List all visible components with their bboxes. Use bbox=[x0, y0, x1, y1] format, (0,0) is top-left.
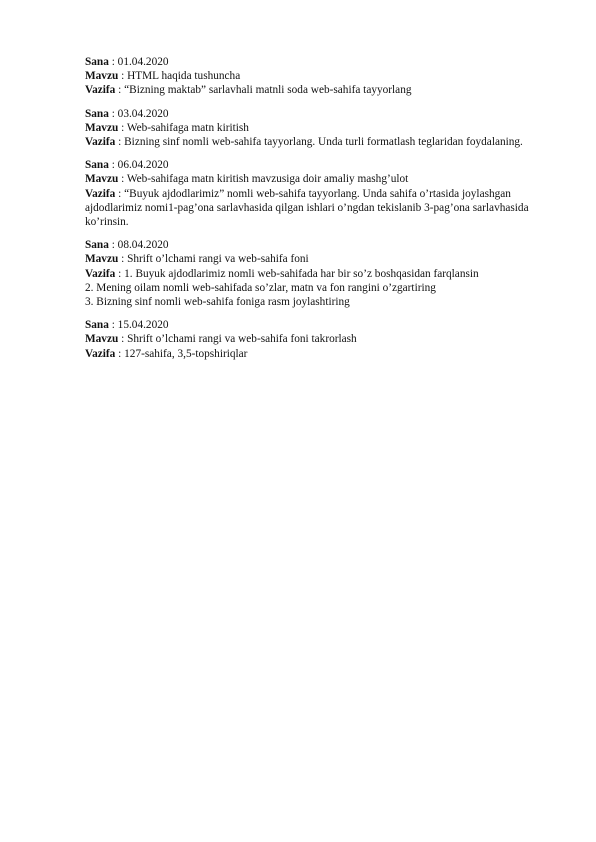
topic-line bbox=[85, 332, 555, 346]
separator: : bbox=[108, 239, 118, 252]
entry-2 bbox=[85, 107, 555, 150]
separator: : bbox=[108, 159, 118, 172]
task-label: Vazifa bbox=[85, 84, 116, 97]
date-label: Sana bbox=[85, 107, 109, 120]
topic-label: Mavzu bbox=[85, 253, 119, 266]
topic-line bbox=[85, 69, 555, 83]
separator: : bbox=[118, 70, 128, 83]
task-value: “Buyuk ajdodlarimiz” nomli web-sahifa tayyorlang. Unda sahifa o’rtasida joylashgan ajdodlarimiz nomi1-pag’ona sarlavhasida qilgan ishlari o’ngdan tekislanib 3-pag’ona sarlavhasida ko’rinsin. bbox=[85, 187, 529, 229]
task-value: 1. Buyuk ajdodlarimiz nomli web-sahifada har bir so’z boshqasidan farqlansin bbox=[124, 267, 479, 280]
separator: : bbox=[118, 253, 128, 266]
date-line bbox=[85, 318, 555, 332]
date-line bbox=[85, 238, 555, 252]
separator: : bbox=[108, 319, 118, 332]
date-label: Sana bbox=[85, 159, 109, 172]
separator: : bbox=[115, 136, 125, 149]
topic-value: Shrift o’lchami rangi va web-sahifa foni bbox=[127, 253, 309, 266]
task-line bbox=[85, 83, 555, 97]
date-line bbox=[85, 107, 555, 121]
date-value: 08.04.2020 bbox=[117, 239, 169, 252]
task-label: Vazifa bbox=[85, 136, 116, 149]
separator: : bbox=[118, 333, 128, 346]
date-value: 03.04.2020 bbox=[117, 107, 169, 120]
entry-1 bbox=[85, 55, 555, 98]
task-item: 2. Mening oilam nomli web-sahifada so’zlar, matn va fon rangini o’zgartiring bbox=[85, 281, 436, 294]
topic-line bbox=[85, 121, 555, 135]
date-value: 15.04.2020 bbox=[117, 319, 169, 332]
separator: : bbox=[115, 267, 125, 280]
separator: : bbox=[118, 173, 127, 186]
topic-value: Web-sahifaga matn kiritish mavzusiga doir amaliy mashg’ulot bbox=[126, 173, 409, 186]
date-value: 06.04.2020 bbox=[117, 159, 169, 172]
topic-line bbox=[85, 172, 555, 186]
separator: : bbox=[115, 347, 125, 360]
topic-value: Web-sahifaga matn kiritish bbox=[126, 121, 249, 134]
topic-value: HTML haqida tushuncha bbox=[127, 70, 241, 83]
task-value: 127-sahifa, 3,5-topshiriqlar bbox=[124, 347, 248, 360]
separator: : bbox=[118, 121, 127, 134]
task-line bbox=[85, 267, 555, 281]
separator: : bbox=[108, 56, 118, 68]
entry-3 bbox=[85, 158, 555, 229]
task-label: Vazifa bbox=[85, 267, 116, 280]
task-value: Bizning sinf nomli web-sahifa tayyorlang. Unda turli formatlash teglaridan foydalaning. bbox=[124, 136, 523, 149]
topic-label: Mavzu bbox=[85, 173, 119, 186]
task-label: Vazifa bbox=[85, 347, 116, 360]
task-line bbox=[85, 347, 555, 361]
date-label: Sana bbox=[85, 319, 109, 332]
task-label: Vazifa bbox=[85, 187, 116, 200]
task-line bbox=[85, 135, 555, 149]
separator: : bbox=[115, 187, 125, 200]
entry-5 bbox=[85, 318, 555, 361]
topic-label: Mavzu bbox=[85, 70, 119, 83]
date-label: Sana bbox=[85, 239, 109, 252]
topic-value: Shrift o’lchami rangi va web-sahifa foni takrorlash bbox=[127, 333, 357, 346]
entry-4 bbox=[85, 238, 555, 309]
topic-label: Mavzu bbox=[85, 121, 119, 134]
topic-line bbox=[85, 252, 555, 266]
date-value: 01.04.2020 bbox=[117, 56, 169, 68]
topic-label: Mavzu bbox=[85, 333, 119, 346]
separator: : bbox=[115, 84, 125, 97]
task-line bbox=[85, 187, 555, 230]
date-label: Sana bbox=[85, 56, 109, 68]
task-item: 3. Bizning sinf nomli web-sahifa foniga rasm joylashtiring bbox=[85, 296, 350, 309]
task-value: “Bizning maktab” sarlavhali matnli soda web-sahifa tayyorlang bbox=[124, 84, 412, 97]
separator: : bbox=[108, 107, 118, 120]
date-line bbox=[85, 158, 555, 172]
date-line bbox=[85, 55, 555, 69]
document-body bbox=[85, 55, 555, 370]
